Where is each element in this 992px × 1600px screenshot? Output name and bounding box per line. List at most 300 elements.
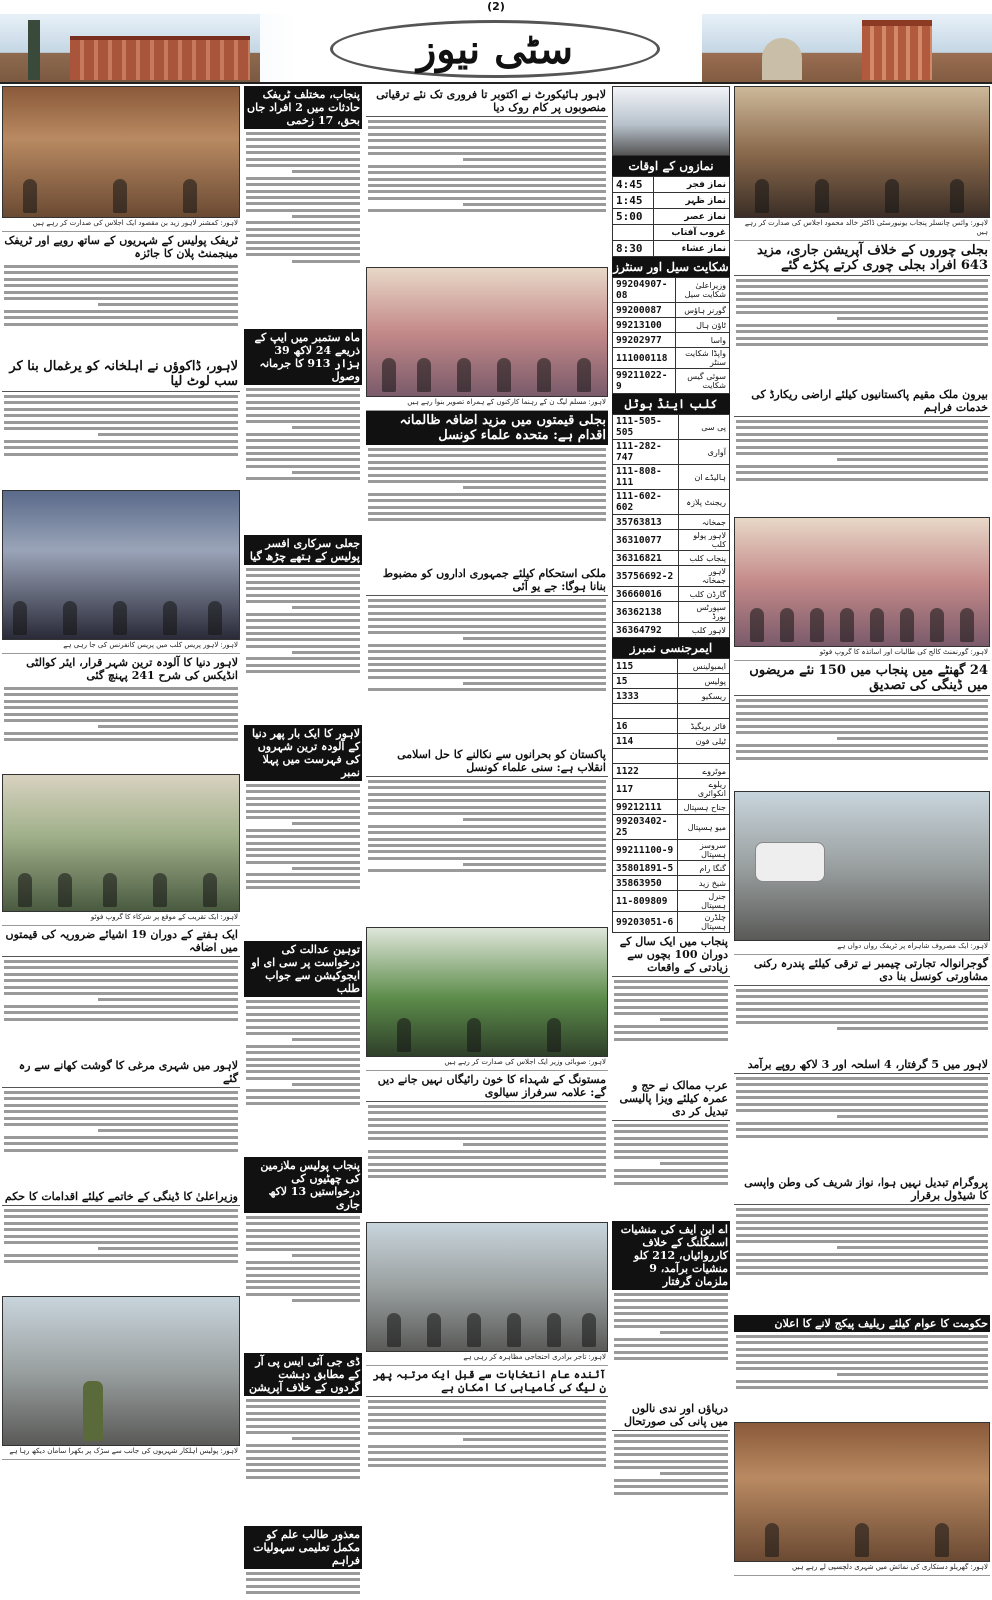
text-line (368, 1105, 606, 1108)
text-line (246, 613, 360, 616)
text-line (246, 657, 360, 660)
text-line (246, 1457, 360, 1460)
text-line (614, 980, 728, 983)
phone-number: 111-808-111 (613, 465, 679, 490)
text-line (246, 1006, 360, 1009)
text-line (368, 650, 606, 653)
text-line (736, 279, 988, 282)
text-line (368, 474, 606, 477)
text-line (246, 1585, 360, 1588)
text-line (4, 323, 238, 326)
text-line (368, 1137, 606, 1140)
phone-number: 15 (613, 674, 678, 689)
row-label: واپڈا شکایت سنٹر (675, 348, 729, 369)
text-line (368, 793, 606, 796)
row-label: چلڈرن ہسپتال (678, 912, 730, 933)
text-line (292, 471, 360, 474)
phone-number: 1:45 (613, 193, 654, 209)
text-line (736, 1208, 988, 1211)
text-line (736, 1227, 988, 1230)
text-line (368, 831, 606, 834)
text-line (4, 284, 238, 287)
article-body (2, 1206, 240, 1296)
article-body (366, 1397, 608, 1507)
text-line (4, 1005, 238, 1008)
text-line (614, 1137, 728, 1140)
text-line (614, 1440, 728, 1443)
text-line (736, 330, 988, 333)
headline: حکومت کا عوام کیلئے ریلیف پیکج لانے کا اعلان (734, 1315, 990, 1332)
text-line (736, 478, 988, 481)
phone-number: 36310077 (613, 530, 679, 551)
text-line (368, 1419, 606, 1422)
text-line (292, 606, 360, 609)
text-line (4, 408, 238, 411)
text-line (736, 433, 988, 436)
headline: وزیراعلیٰ کا ڈینگی کے خاتمے کیلئے اقدامات کا حکم (2, 1188, 240, 1206)
phone-number: 99204907-08 (613, 278, 676, 303)
phone-number: 117 (613, 779, 678, 800)
table-row (613, 515, 730, 530)
text-line (837, 317, 988, 320)
table-row (613, 734, 730, 749)
phone-number: 35756692-2 (613, 566, 679, 587)
row-label: فائر بریگیڈ (678, 719, 730, 734)
table-row (613, 659, 730, 674)
article-body (244, 129, 362, 329)
row-label: ریجنٹ پلازہ (679, 490, 730, 515)
text-line (4, 992, 238, 995)
headline: اے این ایف کی منشیات اسمگلنگ کے خلاف کارروائیاں، 212 کلو منشیات برآمد، 9 ملزمان گرفتار (612, 1221, 730, 1290)
article-body (244, 1569, 362, 1596)
text-line (246, 1476, 360, 1479)
phone-number: 111-602-602 (613, 490, 679, 515)
text-line (292, 1437, 360, 1440)
row-label: پی سی (679, 415, 730, 440)
phone-number: 36362138 (613, 602, 679, 623)
text-line (246, 1399, 360, 1402)
text-line (292, 215, 360, 218)
text-line (4, 1117, 238, 1120)
table-row (613, 177, 730, 193)
text-line (614, 1038, 728, 1041)
text-line (246, 183, 360, 186)
text-line (660, 1018, 728, 1021)
row-label: جناح ہسپتال (678, 800, 730, 815)
text-line (246, 1425, 360, 1428)
row-label: جمخانہ (679, 515, 730, 530)
text-line (246, 132, 360, 135)
text-line (4, 395, 238, 398)
text-line (614, 1351, 728, 1354)
row-label: آواری (679, 440, 730, 465)
text-line (614, 1025, 728, 1028)
text-line (98, 433, 238, 436)
row-label: ہالیڈے ان (679, 465, 730, 490)
row-label: نماز عصر (654, 209, 730, 225)
text-line (98, 725, 238, 728)
text-line (246, 439, 360, 442)
text-line (4, 738, 238, 741)
text-line (246, 446, 360, 449)
table-row (613, 490, 730, 515)
text-line (4, 1260, 238, 1263)
text-line (246, 151, 360, 154)
text-line (463, 863, 606, 866)
text-line (736, 1240, 988, 1243)
text-line (4, 446, 238, 449)
text-line (368, 171, 606, 174)
photo-caption: لاہور: وائس چانسلر پنجاب یونیورسٹی ڈاکٹر خالد محمود اجلاس کی صدارت کر رہے ہیں (734, 218, 990, 241)
row-label: سپورٹس بورڈ (679, 602, 730, 623)
row-label (678, 749, 730, 764)
text-line (246, 1267, 360, 1270)
photo-ceremony (2, 774, 240, 912)
text-line (368, 688, 606, 691)
photo-minister-meeting (366, 927, 608, 1057)
article-body (734, 696, 990, 791)
text-line (736, 324, 988, 327)
article-body (244, 1396, 362, 1526)
phone-number: 99202977 (613, 333, 676, 348)
text-line (837, 1246, 988, 1249)
phone-number: 115 (613, 659, 678, 674)
text-line (736, 298, 988, 301)
photo-police-street (2, 1296, 240, 1446)
headline: توہین عدالت کی درخواست پر سی ای او ایجوکیشن سے جواب طلب (244, 941, 362, 997)
text-line (736, 452, 988, 455)
phone-number: 11-809809 (613, 891, 678, 912)
text-line (246, 835, 360, 838)
text-line (368, 480, 606, 483)
headline: آئندہ عام انتخابات سے قبل ایک مرتبہ پھر ن لیگ کی کامیابی کا امکان ہے (366, 1366, 608, 1397)
phone-number: 35863950 (613, 876, 678, 891)
table-row (613, 587, 730, 602)
table-row (613, 225, 730, 241)
prayer-times-table (612, 176, 730, 257)
photo-press-conference (2, 490, 240, 640)
text-line (4, 271, 238, 274)
article-body (2, 684, 240, 774)
text-line (463, 682, 606, 685)
text-line (736, 1015, 988, 1018)
text-line (614, 1479, 728, 1482)
row-label: واسا (675, 333, 729, 348)
text-line (4, 401, 238, 404)
text-line (736, 1335, 988, 1338)
text-line (292, 170, 360, 173)
table-row (613, 861, 730, 876)
row-label: گنگا رام (678, 861, 730, 876)
row-label: لاہور کلب (679, 623, 730, 638)
text-line (736, 757, 988, 760)
table-row (613, 209, 730, 225)
text-line (736, 471, 988, 474)
text-line (368, 806, 606, 809)
text-line (246, 1280, 360, 1283)
text-line (4, 966, 238, 969)
text-line (368, 133, 606, 136)
text-line (614, 1012, 728, 1015)
text-line (368, 454, 606, 457)
text-line (292, 1254, 360, 1257)
text-line (246, 632, 360, 635)
text-line (246, 854, 360, 857)
text-line (246, 1431, 360, 1434)
text-line (4, 1018, 238, 1021)
text-line (736, 285, 988, 288)
text-line (614, 1434, 728, 1437)
clubs-hotels-table (612, 414, 730, 638)
text-line (246, 803, 360, 806)
text-line (246, 234, 360, 237)
text-line (246, 458, 360, 461)
masthead-left-landmarks-image (0, 14, 260, 84)
text-line (246, 1578, 360, 1581)
text-line (736, 1008, 988, 1011)
phone-number: 4:45 (613, 177, 654, 193)
row-label (678, 704, 730, 719)
text-line (4, 310, 238, 313)
text-line (614, 1492, 728, 1495)
text-line (246, 645, 360, 648)
text-line (246, 1089, 360, 1092)
text-line (4, 960, 238, 963)
text-line (736, 725, 988, 728)
text-line (368, 644, 606, 647)
text-line (246, 1077, 360, 1080)
text-line (736, 1348, 988, 1351)
text-line (4, 1136, 238, 1139)
article-body (366, 1102, 608, 1222)
headline: لاہور میں شہری مرغی کا گوشت کھانے سے رہ گئے (2, 1057, 240, 1088)
headline: ٹریفک پولیس کے شہریوں کے ساتھ رویے اور ٹریفک مینجمنٹ پلان کا جائزہ (4, 234, 238, 260)
text-line (98, 303, 238, 306)
text-line (736, 292, 988, 295)
text-line (246, 1450, 360, 1453)
text-line (246, 861, 360, 864)
phone-number: 99211022-9 (613, 369, 676, 394)
text-line (246, 842, 360, 845)
text-line (736, 1214, 988, 1217)
text-line (246, 196, 360, 199)
article-body (244, 997, 362, 1157)
row-label: ایمبولینس (678, 659, 730, 674)
row-label: گورنر ہاؤس (675, 303, 729, 318)
table-row (613, 840, 730, 861)
text-line (368, 1458, 606, 1461)
row-label: غروب آفتاب (654, 225, 730, 241)
text-line (614, 1143, 728, 1146)
text-line (4, 1091, 238, 1094)
phone-number: 5:00 (613, 209, 654, 225)
article-body (2, 1088, 240, 1188)
row-label: لاہور پولو کلب (679, 530, 730, 551)
table-row (613, 800, 730, 815)
text-line (614, 1319, 728, 1322)
text-line (368, 618, 606, 621)
text-line (246, 600, 360, 603)
text-line (736, 465, 988, 468)
text-line (614, 1325, 728, 1328)
text-line (736, 446, 988, 449)
text-line (736, 989, 988, 992)
text-line (660, 1331, 728, 1334)
text-line (4, 700, 238, 703)
headline: ملکی استحکام کیلئے جمہوری اداروں کو مضبوط بنانا ہوگا: جے یو آئی (366, 565, 608, 596)
text-line (368, 1432, 606, 1435)
text-line (246, 465, 360, 468)
text-line (4, 1222, 238, 1225)
text-line (614, 1156, 728, 1159)
headline: ڈی جی آئی ایس پی آر کے مطابق دہشت گردوں کے خلاف آپریشن (244, 1353, 362, 1396)
photo-college-group (734, 517, 990, 647)
text-line (614, 1130, 728, 1133)
row-label: شیخ زید (678, 876, 730, 891)
text-line (246, 1032, 360, 1035)
text-line (368, 844, 606, 847)
text-line (246, 784, 360, 787)
photo-traders-protest (366, 1222, 608, 1352)
text-line (368, 1156, 606, 1159)
text-line (614, 1485, 728, 1488)
table-row (613, 415, 730, 440)
photo-caption: لاہور: ایک مصروف شاہراہ پر ٹریفک رواں دواں ہے (734, 941, 990, 955)
text-line (736, 712, 988, 715)
row-label: موٹروے (678, 764, 730, 779)
article-body (612, 1290, 730, 1400)
text-line (246, 664, 360, 667)
article-body (612, 977, 730, 1077)
text-line (292, 1038, 360, 1041)
text-line (736, 705, 988, 708)
text-line (736, 699, 988, 702)
article-body (612, 1121, 730, 1221)
text-line (368, 1118, 606, 1121)
text-line (246, 158, 360, 161)
headline: لاہور میں 5 گرفتار، 4 اسلحہ اور 3 لاکھ روپے برآمد (734, 1056, 990, 1074)
text-line (246, 1242, 360, 1245)
text-line (246, 1045, 360, 1048)
photo-caption: لاہور: لاہور پریس کلب میں پریس کانفرنس کی جا رہی ہے (2, 640, 240, 654)
text-line (4, 414, 238, 417)
row-label: جنرل ہسپتال (678, 891, 730, 912)
text-line (614, 1447, 728, 1450)
table-row (613, 749, 730, 764)
phone-number: 36364792 (613, 623, 679, 638)
text-line (4, 421, 238, 424)
text-line (246, 1274, 360, 1277)
text-line (246, 1058, 360, 1061)
text-line (368, 857, 606, 860)
text-line (246, 1469, 360, 1472)
table-row (613, 779, 730, 800)
headline: لاہور کا ایک بار پھر دنیا کے آلودہ ترین شہروں کی فہرست میں پہلا نمبر (244, 725, 362, 781)
text-line (614, 1460, 728, 1463)
headline: ماہ ستمبر میں ایپ کے ذریعے 24 لاکھ 39 ہزار 913 کا جرمانہ وصول (244, 329, 362, 385)
text-line (368, 197, 606, 200)
article-body (734, 1332, 990, 1422)
row-label: سروسز ہسپتال (678, 840, 730, 861)
text-line (368, 461, 606, 464)
headline: پروگرام تبدیل نہیں ہوا، نواز شریف کی وطن واپسی کا شیڈول برقرار (734, 1174, 990, 1205)
text-line (368, 1163, 606, 1166)
table-row (613, 278, 730, 303)
article-body (244, 385, 362, 535)
article-body (612, 1431, 730, 1531)
text-line (4, 1142, 238, 1145)
text-line (246, 253, 360, 256)
text-line (368, 812, 606, 815)
text-line (368, 1451, 606, 1454)
text-line (368, 838, 606, 841)
text-line (246, 138, 360, 141)
photo-caption: لاہور: تاجر برادری احتجاجی مظاہرہ کر رہی ہے (366, 1352, 608, 1366)
table-row (613, 440, 730, 465)
article-body (244, 781, 362, 941)
text-line (736, 343, 988, 346)
text-line (736, 744, 988, 747)
text-line (246, 1216, 360, 1219)
text-line (246, 1412, 360, 1415)
headline: لاہور، ڈاکوؤں نے اہلخانہ کو یرغمال بنا کر سب لوٹ لیا (2, 357, 240, 392)
phone-number: 35763813 (613, 515, 679, 530)
text-line (736, 305, 988, 308)
text-line (368, 799, 606, 802)
headline: مستونگ کے شہداء کا خون رائیگاں نہیں جانے دیں گے: علامہ سرفراز سیالوی (366, 1071, 608, 1102)
text-line (736, 995, 988, 998)
column-4 (612, 86, 730, 1596)
table-row (613, 602, 730, 623)
text-line (4, 1011, 238, 1014)
text-line (4, 719, 238, 722)
photo-mosque (612, 86, 730, 156)
text-line (736, 1221, 988, 1224)
text-line (4, 1215, 238, 1218)
row-label: ریلوے انکوائری (678, 779, 730, 800)
text-line (736, 1266, 988, 1269)
complaint-cells-table (612, 277, 730, 394)
text-line (4, 1235, 238, 1238)
text-line (246, 1286, 360, 1289)
phone-number: 35801891-5 (613, 861, 678, 876)
headline: پنجاب پولیس ملازمین کی چھٹیوں کی درخواستیں 13 لاکھ جاری (244, 1157, 362, 1213)
text-line (4, 973, 238, 976)
phone-number: 99203402-25 (613, 815, 678, 840)
text-line (736, 1259, 988, 1262)
text-line (614, 1124, 728, 1127)
row-label: نماز فجر (654, 177, 730, 193)
text-line (292, 822, 360, 825)
photo-caption: لاہور: صوبائی وزیر ایک اجلاس کی صدارت کر رہے ہیں (366, 1057, 608, 1071)
text-line (246, 477, 360, 480)
text-line (463, 486, 606, 489)
article-body (734, 417, 990, 517)
text-line (736, 1096, 988, 1099)
text-line (4, 1228, 238, 1231)
text-line (837, 1373, 988, 1376)
text-line (736, 1128, 988, 1131)
text-line (246, 626, 360, 629)
article-body (734, 1074, 990, 1174)
text-line (736, 1380, 988, 1383)
text-line (368, 448, 606, 451)
photo-party-workers (366, 267, 608, 397)
text-line (614, 1312, 728, 1315)
text-line (736, 1109, 988, 1112)
text-line (246, 1591, 360, 1594)
text-line (292, 651, 360, 654)
